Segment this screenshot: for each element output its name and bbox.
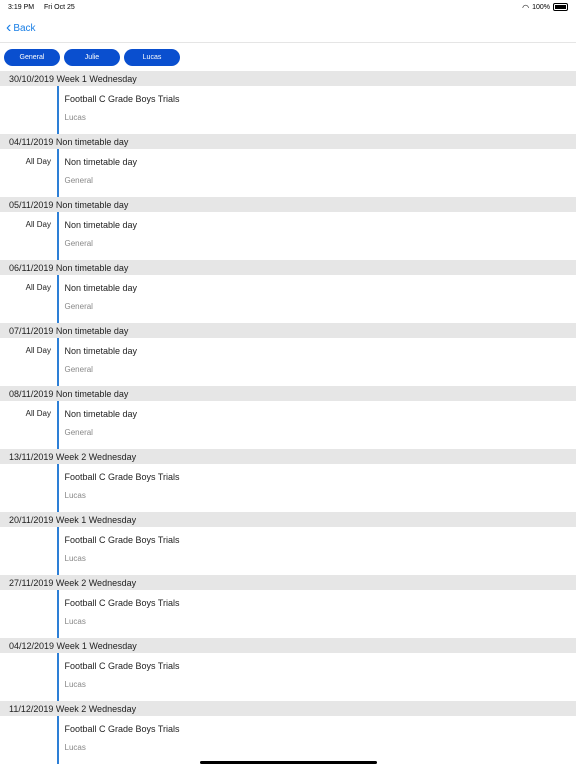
event-title: Football C Grade Boys Trials <box>64 724 180 734</box>
event-body <box>59 653 180 701</box>
event-title: Non timetable day <box>64 409 138 419</box>
back-button[interactable] <box>6 20 36 36</box>
event-time <box>0 590 57 638</box>
event-row[interactable] <box>0 149 576 197</box>
event-time-label: All Day <box>25 157 51 166</box>
section-header: 08/11/2019 Non timetable day <box>0 386 576 401</box>
battery-percent: 100% <box>532 3 550 11</box>
event-body <box>59 212 138 260</box>
event-title: Football C Grade Boys Trials <box>64 535 180 545</box>
section-header: 27/11/2019 Week 2 Wednesday <box>0 575 576 590</box>
event-category: Lucas <box>64 680 86 689</box>
filter-chip-lucas[interactable]: Lucas <box>124 49 180 66</box>
section-header: 04/11/2019 Non timetable day <box>0 134 576 149</box>
event-title: Football C Grade Boys Trials <box>64 598 180 608</box>
event-row[interactable] <box>0 86 576 134</box>
event-body <box>59 149 138 197</box>
section-header: 13/11/2019 Week 2 Wednesday <box>0 449 576 464</box>
event-row[interactable] <box>0 464 576 512</box>
event-time-label: All Day <box>25 220 51 229</box>
event-body <box>59 590 180 638</box>
event-body <box>59 527 180 575</box>
event-row[interactable] <box>0 716 576 764</box>
event-time-label: All Day <box>25 283 51 292</box>
section-header: 07/11/2019 Non timetable day <box>0 323 576 338</box>
event-time <box>0 401 57 449</box>
event-time <box>0 275 57 323</box>
event-row[interactable] <box>0 338 576 386</box>
section-header: 06/11/2019 Non timetable day <box>0 260 576 275</box>
event-body <box>59 338 138 386</box>
event-body <box>59 275 138 323</box>
event-category: General <box>64 428 93 437</box>
event-time <box>0 464 57 512</box>
event-time-label: All Day <box>25 409 51 418</box>
section-header: 20/11/2019 Week 1 Wednesday <box>0 512 576 527</box>
event-title: Football C Grade Boys Trials <box>64 94 180 104</box>
event-category: General <box>64 176 93 185</box>
back-label: Back <box>13 22 36 34</box>
event-title: Non timetable day <box>64 220 138 230</box>
wifi-icon: ◠ <box>522 2 530 12</box>
chevron-left-icon: ‹ <box>6 19 12 36</box>
nav-bar <box>0 14 576 43</box>
event-category: General <box>64 239 93 248</box>
event-row[interactable] <box>0 275 576 323</box>
event-time-label: All Day <box>25 346 51 355</box>
event-category: Lucas <box>64 617 86 626</box>
event-category: Lucas <box>64 491 86 500</box>
event-time <box>0 716 57 764</box>
filter-chip-general[interactable]: General <box>4 49 60 66</box>
event-time <box>0 212 57 260</box>
event-category: General <box>64 302 93 311</box>
battery-icon <box>553 3 568 11</box>
event-row[interactable] <box>0 527 576 575</box>
filter-bar <box>0 43 576 71</box>
filter-chip-julie[interactable]: Julie <box>64 49 120 66</box>
event-row[interactable] <box>0 401 576 449</box>
event-title: Non timetable day <box>64 346 138 356</box>
event-category: Lucas <box>64 743 86 752</box>
event-title: Football C Grade Boys Trials <box>64 472 180 482</box>
event-title: Non timetable day <box>64 283 138 293</box>
event-time <box>0 527 57 575</box>
event-title: Football C Grade Boys Trials <box>64 661 180 671</box>
event-time <box>0 338 57 386</box>
event-time <box>0 86 57 134</box>
event-category: Lucas <box>64 554 86 563</box>
event-body <box>59 401 138 449</box>
event-category: General <box>64 365 93 374</box>
event-list <box>0 71 576 764</box>
section-header: 11/12/2019 Week 2 Wednesday <box>0 701 576 716</box>
section-header: 05/11/2019 Non timetable day <box>0 197 576 212</box>
home-indicator <box>200 761 377 764</box>
section-header: 04/12/2019 Week 1 Wednesday <box>0 638 576 653</box>
section-header: 30/10/2019 Week 1 Wednesday <box>0 71 576 86</box>
event-body <box>59 716 180 764</box>
event-time <box>0 149 57 197</box>
event-time <box>0 653 57 701</box>
status-time: 3:19 PM <box>8 3 35 11</box>
event-category: Lucas <box>64 113 86 122</box>
event-row[interactable] <box>0 653 576 701</box>
status-date: Fri Oct 25 <box>44 3 75 11</box>
event-title: Non timetable day <box>64 157 138 167</box>
event-body <box>59 86 180 134</box>
event-row[interactable] <box>0 212 576 260</box>
status-bar <box>0 0 576 14</box>
event-row[interactable] <box>0 590 576 638</box>
event-body <box>59 464 180 512</box>
